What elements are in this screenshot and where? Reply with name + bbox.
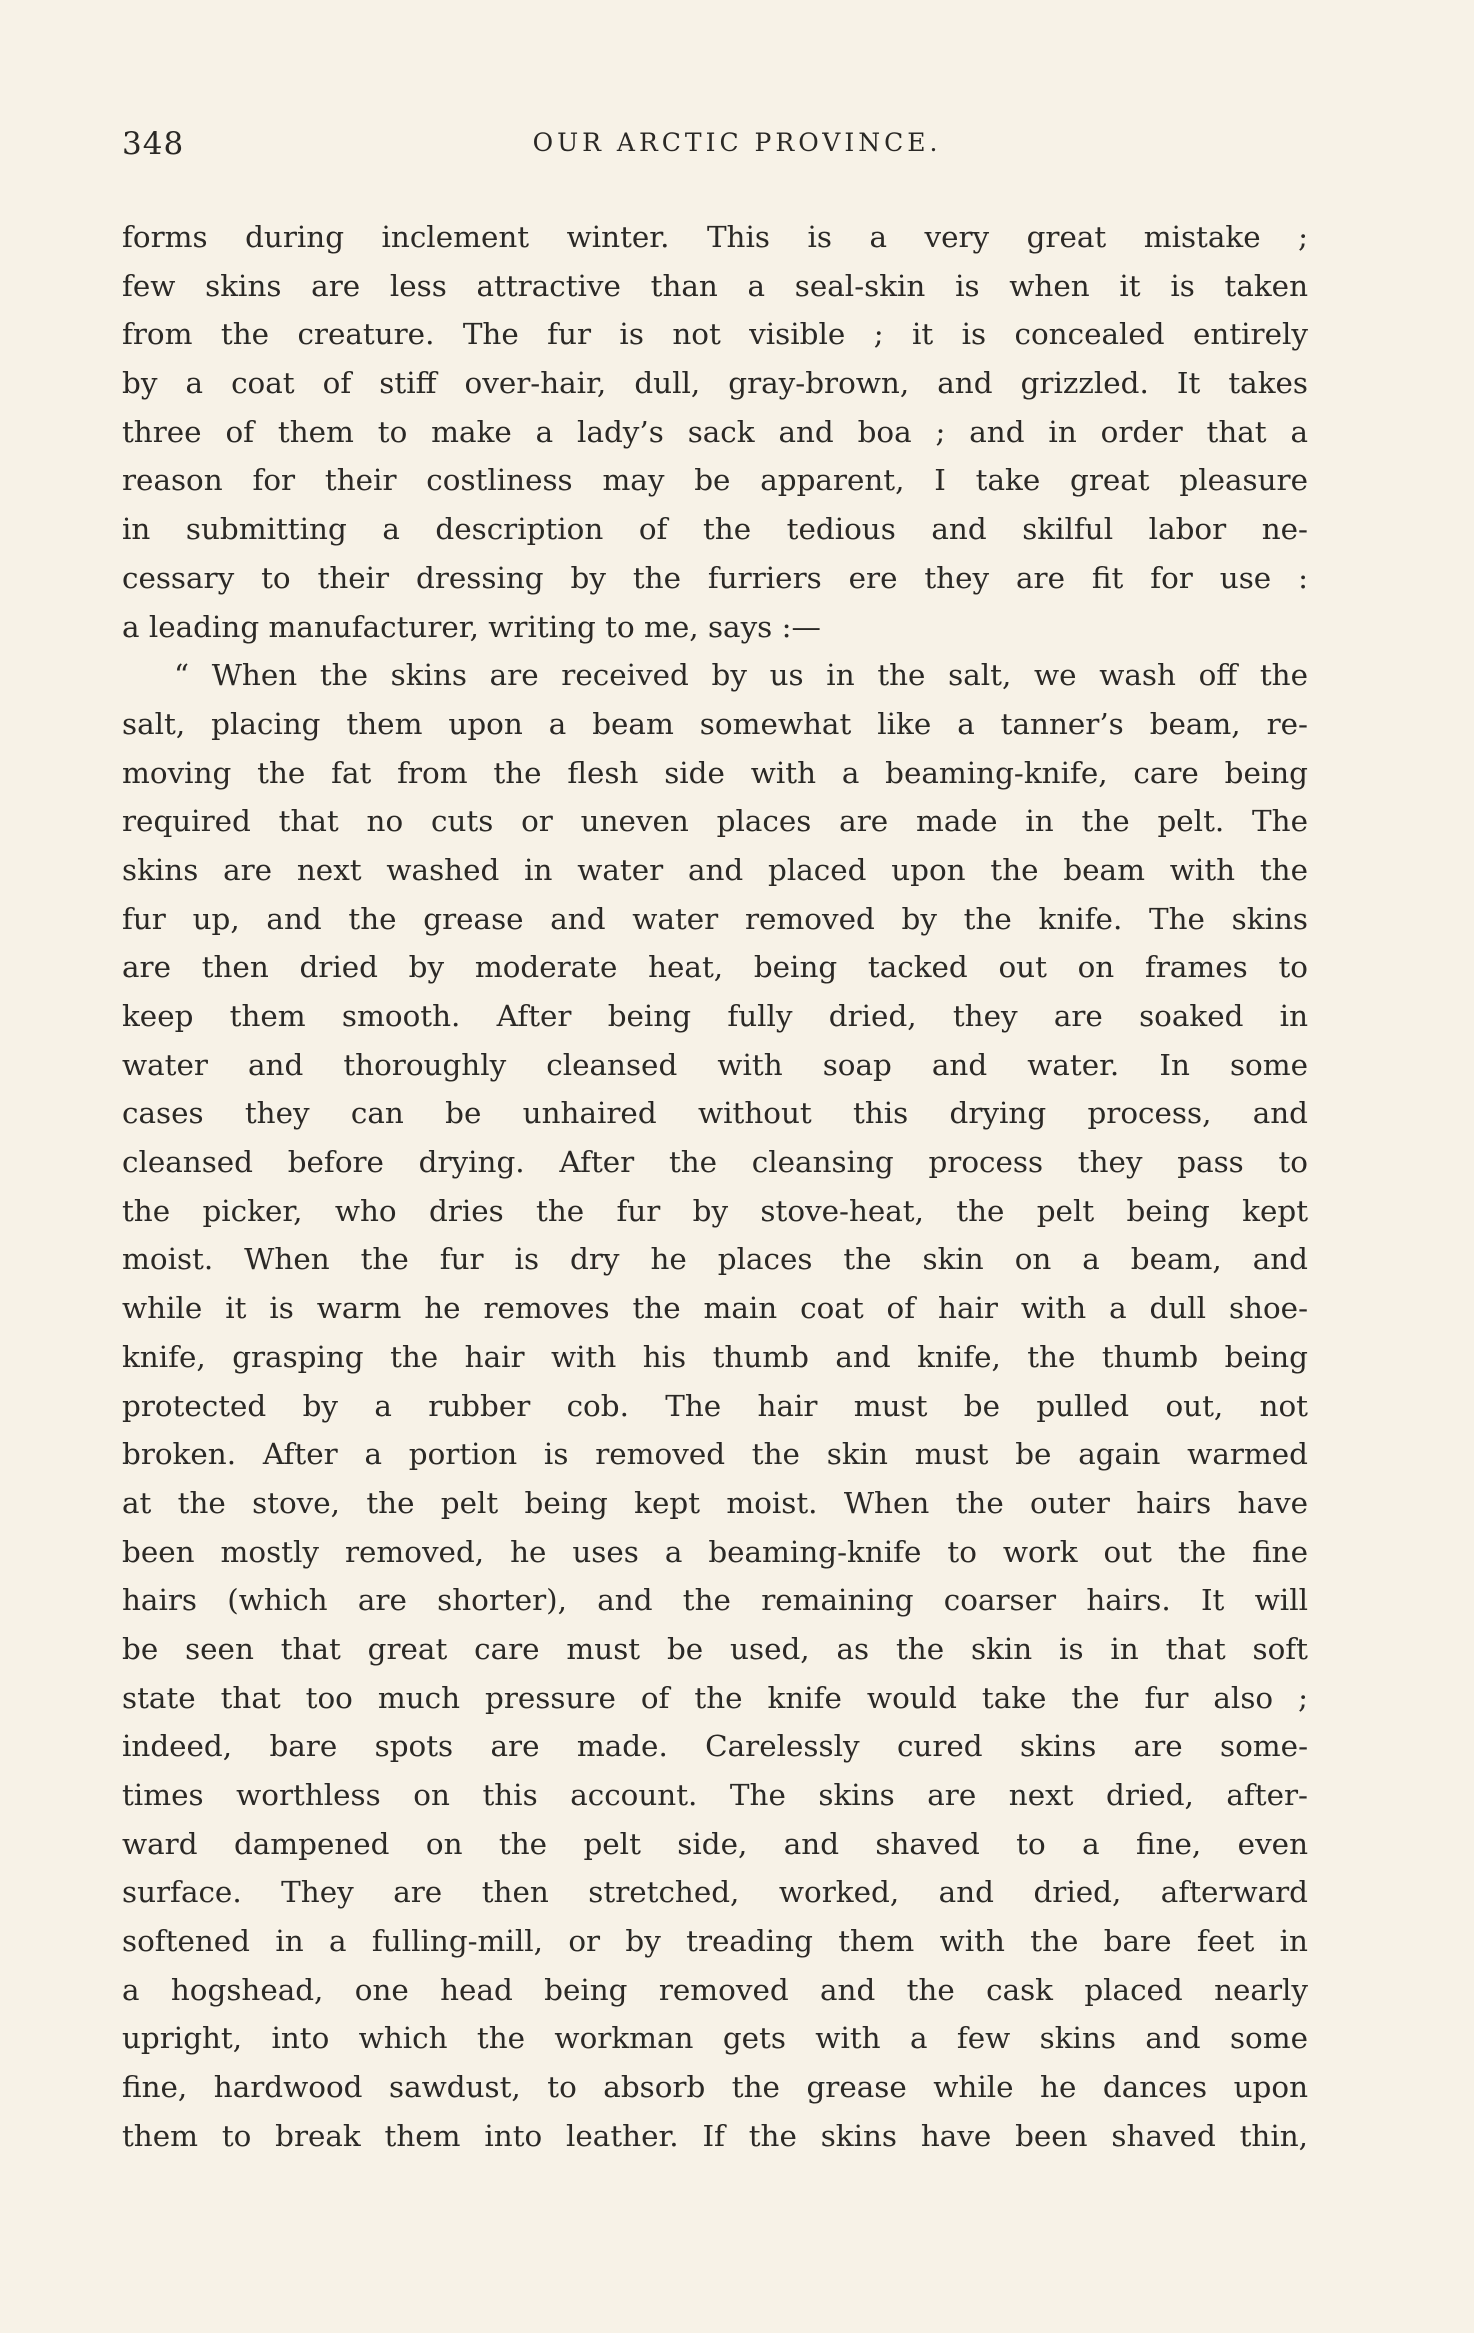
text-line: softened in a fulling-mill, or by treading them with the bare feet in [122, 1924, 1308, 1959]
running-title: OUR ARCTIC PROVINCE. [532, 128, 942, 157]
text-line: skins are next washed in water and placed upon the beam with the [122, 852, 1308, 887]
text-line: upright, into which the workman gets with a few skins and some [122, 2021, 1308, 2056]
text-line: are then dried by moderate heat, being tacked out on frames to [122, 950, 1308, 985]
paragraph [122, 651, 1308, 2160]
text-line: protected by a rubber cob. The hair must be pulled out, not [122, 1388, 1308, 1423]
text-line: moist. When the fur is dry he places the skin on a beam, and [122, 1242, 1308, 1277]
text-line: while it is warm he removes the main coat of hair with a dull shoe- [122, 1291, 1308, 1326]
text-line: salt, placing them upon a beam somewhat like a tanner’s beam, re- [122, 706, 1308, 741]
text-line: cleansed before drying. After the cleansing process they pass to [122, 1145, 1308, 1180]
text-line: been mostly removed, he uses a beaming-knife to work out the fine [122, 1534, 1308, 1569]
text-line: forms during inclement winter. This is a very great mistake ; [122, 220, 1308, 254]
text-line: state that too much pressure of the knife would take the fur also ; [122, 1680, 1308, 1715]
text-line: indeed, bare spots are made. Carelessly cured skins are some- [122, 1729, 1308, 1764]
text-line: from the creature. The fur is not visible ; it is concealed entirely [122, 317, 1308, 352]
text-line: times worthless on this account. The skins are next dried, after- [122, 1778, 1308, 1812]
page-header [122, 126, 1312, 166]
text-line: required that no cuts or uneven places are made in the pelt. The [122, 804, 1308, 839]
text-line: moving the fat from the flesh side with a beaming-knife, care being [122, 755, 1308, 790]
text-line: cessary to their dressing by the furriers ere they are fit for use : [122, 560, 1308, 595]
text-line: ward dampened on the pelt side, and shaved to a fine, even [122, 1826, 1308, 1861]
text-line: reason for their costliness may be apparent, I take great pleasure [122, 463, 1308, 498]
text-line: a hogshead, one head being removed and the cask placed nearly [122, 1972, 1308, 2007]
text-line: by a coat of stiff over-hair, dull, gray-brown, and grizzled. It takes [122, 366, 1308, 401]
text-line: fine, hardwood sawdust, to absorb the grease while he dances upon [122, 2070, 1308, 2105]
text-line: water and thoroughly cleansed with soap and water. In some [122, 1047, 1308, 1082]
text-line: be seen that great care must be used, as the skin is in that soft [122, 1631, 1308, 1666]
text-line: keep them smooth. After being fully dried, they are soaked in [122, 999, 1308, 1033]
text-line: “ When the skins are received by us in the salt, we wash off the [174, 658, 1308, 693]
text-line: three of them to make a lady’s sack and boa ; and in order that a [122, 414, 1308, 449]
text-line: knife, grasping the hair with his thumb and knife, the thumb being [122, 1339, 1308, 1374]
body-text [122, 213, 1308, 2161]
text-line: them to break them into leather. If the skins have been shaved thin, [122, 2118, 1308, 2153]
text-line: a leading manufacturer, writing to me, says :— [122, 609, 821, 644]
text-line: cases they can be unhaired without this drying process, and [122, 1096, 1308, 1131]
paragraph [122, 213, 1308, 651]
text-line: surface. They are then stretched, worked, and dried, afterward [122, 1875, 1308, 1910]
page-number: 348 [122, 126, 185, 162]
text-line: broken. After a portion is removed the skin must be again warmed [122, 1437, 1308, 1472]
text-line: the picker, who dries the fur by stove-heat, the pelt being kept [122, 1193, 1308, 1228]
text-line: at the stove, the pelt being kept moist. When the outer hairs have [122, 1485, 1308, 1520]
text-line: hairs (which are shorter), and the remaining coarser hairs. It will [122, 1583, 1308, 1618]
text-line: in submitting a description of the tedious and skilful labor ne- [122, 512, 1308, 547]
text-line: fur up, and the grease and water removed by the knife. The skins [122, 901, 1308, 936]
text-line: few skins are less attractive than a seal-skin is when it is taken [122, 268, 1308, 303]
